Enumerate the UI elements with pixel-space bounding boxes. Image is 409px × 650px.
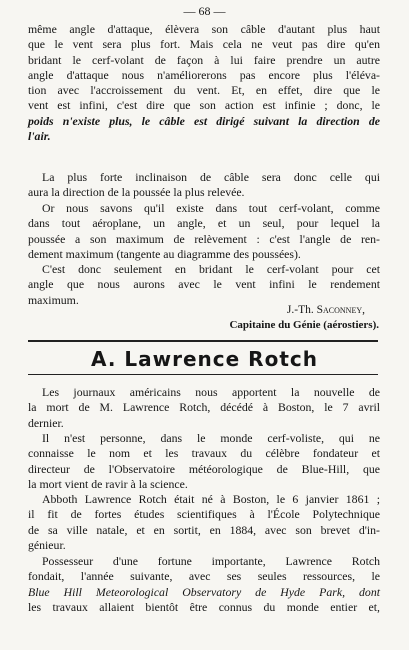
text-line: aura la direction de la poussée la plus relevée. bbox=[28, 185, 245, 200]
text-line-emphasis: poids n'existe plus, le câble est dirigé suivant la direction de bbox=[28, 113, 380, 128]
text-line: les travaux allaient bientôt être connus du monde entier et, bbox=[28, 599, 380, 614]
text-line: angle que nous aurons avec le vent infini le rendement bbox=[28, 277, 380, 292]
paragraph-4 bbox=[28, 262, 380, 308]
text-line: génieur. bbox=[28, 537, 66, 552]
paragraph-3 bbox=[28, 201, 380, 262]
text-line: de sa ville natale, et en sortit, en 1884, avec son brevet d'in- bbox=[28, 522, 380, 537]
text-line: dans tout aéroplane, un angle, et un seul, pour lequel la bbox=[28, 216, 380, 231]
text-line: directeur de l'Observatoire météorologique de Blue-Hill, que bbox=[28, 461, 380, 476]
signature-name bbox=[287, 303, 365, 318]
text-line: La plus forte inclinaison de câble sera donc celle qui bbox=[42, 170, 380, 184]
paragraph-6 bbox=[28, 431, 380, 492]
text-line: fondait, l'année suivante, avec ses seules ressources, le bbox=[28, 569, 380, 584]
text-line: vent est infini, c'est dire que son action est infinie ; donc, le bbox=[28, 98, 380, 113]
text-line: angle d'attaque nous n'améliorerons pas encore plus l'éléva- bbox=[28, 67, 380, 82]
paragraph-7 bbox=[28, 492, 380, 553]
text-line: maximum. bbox=[28, 292, 79, 307]
separator-rule bbox=[28, 340, 378, 342]
text-line: Or nous savons qu'il existe dans tout cerf-volant, comme bbox=[42, 201, 380, 215]
text-line: Les journaux américains nous apportent la nouvelle de bbox=[42, 385, 380, 399]
paragraph-1 bbox=[28, 22, 380, 144]
text-line: même angle d'attaque, élèvera son câble d'autant plus haut bbox=[28, 22, 380, 36]
signature-prefix: J.-Th. bbox=[286, 304, 317, 316]
text-line: tion avec l'accroissement du vent. Et, en effet, dire que le bbox=[28, 83, 380, 98]
text-line-emphasis: l'air. bbox=[28, 129, 51, 144]
paragraph-2 bbox=[28, 170, 380, 201]
text-line: Abboth Lawrence Rotch était né à Boston, le 6 janvier 1861 ; bbox=[42, 492, 380, 506]
text-line: C'est donc seulement en bridant le cerf-volant pour cet bbox=[42, 262, 380, 276]
signature-title: Capitaine du Génie (aérostiers). bbox=[229, 319, 379, 331]
text-line: dement maximum (tangente au diagramme des poussées). bbox=[28, 246, 301, 261]
text-line: Il n'est personne, dans le monde cerf-voliste, qui ne bbox=[42, 431, 380, 445]
text-line: Blue Hill Meteorological Observatory de Hyde Park, dont bbox=[28, 584, 380, 599]
text-line: que le vent sera plus fort. Mais cela ne veut pas dire qu'en bbox=[28, 37, 380, 52]
text-line: connaisse le nom et les travaux du célèbre fondateur et bbox=[28, 446, 380, 461]
signature-surname: Saconney, bbox=[316, 304, 365, 316]
heading-underline bbox=[28, 374, 378, 375]
paragraph-8 bbox=[28, 554, 380, 615]
page-number: — 68 — bbox=[183, 4, 226, 18]
text-line: la mort vient de ravir à la science. bbox=[28, 476, 188, 491]
text-line: poussée a son maximum de relèvement : c'est l'angle de ren- bbox=[28, 231, 380, 246]
text-line: la mort de M. Lawrence Rotch, décédé à Boston, le 7 avril bbox=[28, 400, 380, 415]
text-line: bridant le cerf-volant de façon à lui faire prendre un autre bbox=[28, 52, 380, 67]
article-heading: A. Lawrence Rotch bbox=[91, 347, 318, 371]
text-line: Possesseur d'une fortune importante, Lawrence Rotch bbox=[42, 554, 380, 568]
paragraph-5 bbox=[28, 385, 380, 431]
text-line: il fit de fortes études scientifiques à l'École Polytechnique bbox=[28, 507, 380, 522]
text-line: dernier. bbox=[28, 415, 64, 430]
